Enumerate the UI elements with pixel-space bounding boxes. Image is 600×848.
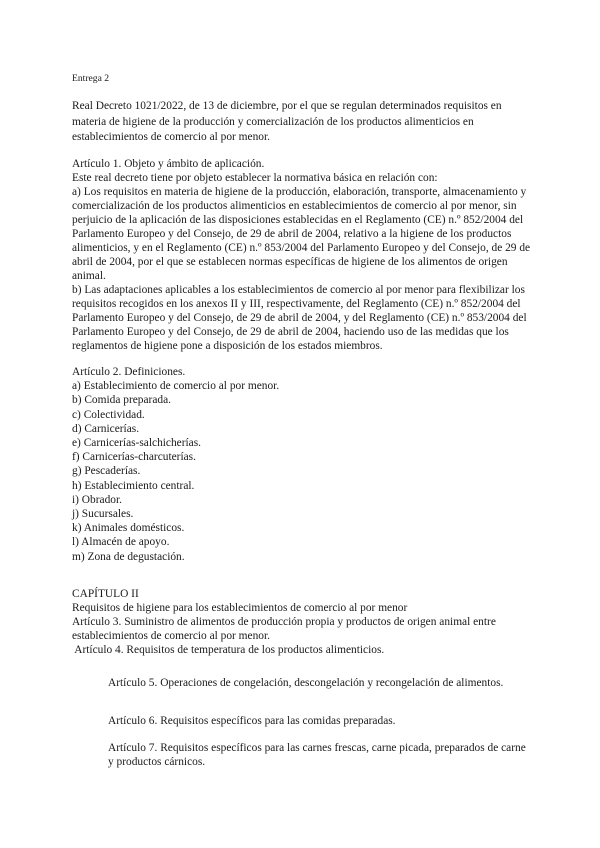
article-7-heading: Artículo 7. Requisitos específicos para las carnes frescas, carne picada, preparados de carne y productos cárnicos.: [108, 742, 526, 768]
document-header: [72, 72, 532, 86]
article-2-section: [72, 365, 532, 564]
article-1-intro: Este real decreto tiene por objeto establecer la normativa básica en relación con:: [72, 172, 438, 184]
article-5-heading: Artículo 5. Operaciones de congelación, descongelación y recongelación de alimentos.: [108, 677, 504, 689]
header-label: Entrega 2: [72, 73, 110, 84]
article-1-paragraph-a: a) Los requisitos en materia de higiene de la producción, elaboración, transporte, almacenamiento y comercialización de los productos alimenticios en establecimientos de comercio al por menor, sin perjuicio de la aplicación de las disposiciones establecidas en el Reglamento (CE) n.º 852/2004 del Parlamento Europeo y del Consejo, de 29 de abril de 2004, relativo a la higiene de los productos alimenticios, y en el Reglamento (CE) n.º 853/2004 del Parlamento Europeo y del Consejo, de 29 de abril de 2004, por el que se establecen normas específicas de higiene de los alimentos de origen animal.: [72, 186, 531, 282]
definition-item: l) Almacén de apoyo.: [72, 536, 170, 549]
definition-item: g) Pescaderías.: [72, 465, 141, 478]
definition-item: d) Carnicerías.: [72, 422, 140, 435]
definition-item: k) Animales domésticos.: [72, 522, 185, 535]
definition-item: c) Colectividad.: [72, 408, 145, 421]
definition-item: a) Establecimiento de comercio al por menor.: [72, 380, 280, 393]
article-3-heading: Artículo 3. Suministro de alimentos de producción propia y productos de origen animal entre establecimientos de comercio al por menor.: [72, 616, 496, 642]
article-1-paragraph-b: b) Las adaptaciones aplicables a los establecimientos de comercio al por menor para flexibilizar los requisitos recogidos en los anexos II y III, respectivamente, del Reglamento (CE) n.º 852/2004 del Parlamento Europeo y del Consejo, de 29 de abril de 2004, y del Reglamento (CE) n.º 853/2004 del Parlamento Europeo y del Consejo, de 29 de abril de 2004, haciendo uso de las medidas que los reglamentos de higiene pone a disposición de los estados miembros.: [72, 284, 527, 352]
definition-item: h) Establecimiento central.: [72, 479, 195, 492]
chapter-2-section: [72, 587, 532, 657]
article-6-heading: Artículo 6. Requisitos específicos para las comidas preparadas.: [108, 715, 396, 727]
article-2-heading: Artículo 2. Definiciones.: [72, 366, 186, 378]
chapter-2-heading: CAPÍTULO II: [72, 588, 139, 600]
chapter-2-subtitle: Requisitos de higiene para los establecimientos de comercio al por menor: [72, 602, 408, 614]
definition-item: b) Comida preparada.: [72, 394, 171, 407]
document-title: Real Decreto 1021/2022, de 13 de diciembre, por el que se regulan determinados requisitos en materia de higiene de la producción y comercialización de los productos alimenticios en establecimientos de comercio al por menor.: [72, 100, 502, 143]
definition-item: j) Sucursales.: [72, 508, 134, 521]
definition-item: e) Carnicerías-salchicherías.: [72, 437, 202, 450]
article-4-heading: Artículo 4. Requisitos de temperatura de los productos alimenticios.: [72, 644, 385, 656]
definition-item: i) Obrador.: [72, 493, 122, 506]
definition-item: m) Zona de degustación.: [72, 550, 185, 563]
definition-item: f) Carnicerías-charcuterías.: [72, 451, 196, 464]
article-1-heading: Artículo 1. Objeto y ámbito de aplicación.: [72, 158, 265, 170]
article-1-section: [72, 157, 532, 353]
